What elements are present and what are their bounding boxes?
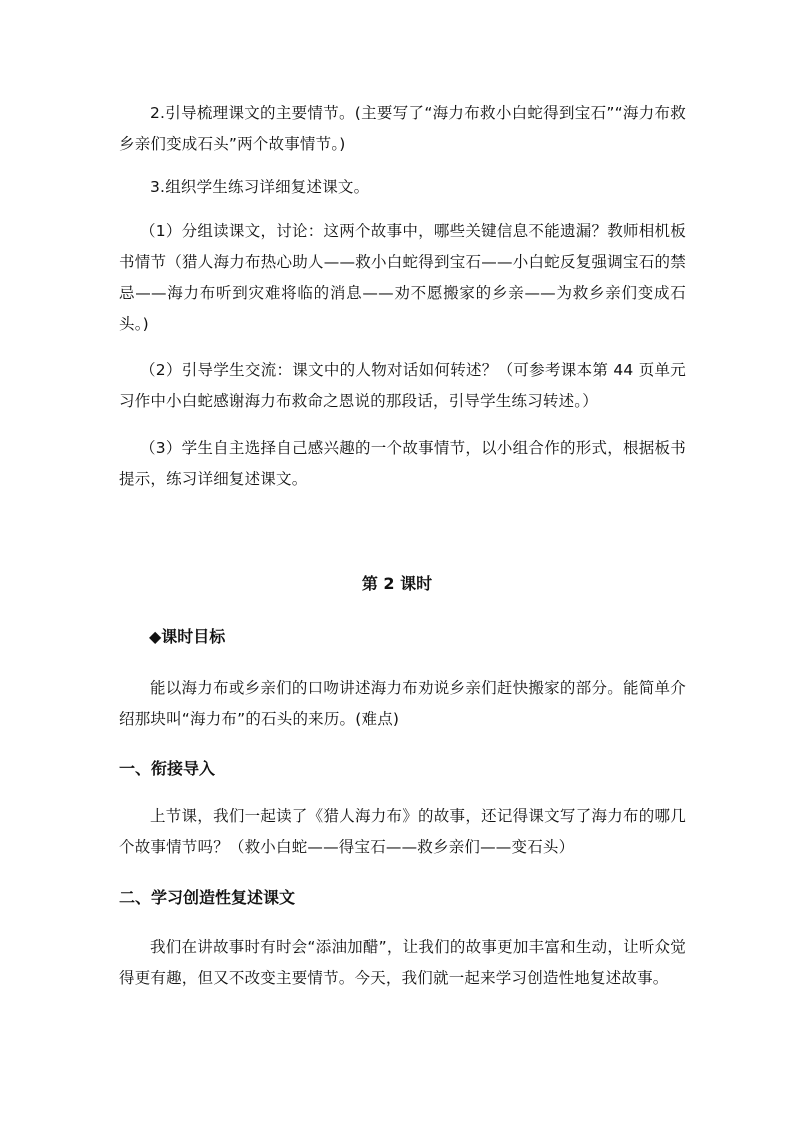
- part-2-text: 我们在讲故事时有时会“添油加醋”，让我们的故事更加丰富和生动，让听众觉得更有趣，但又不改变主要情节。今天，我们就一起来学习创造性地复述故事。: [119, 938, 686, 987]
- sub-step-1-paragraph: （1）分组读课文，讨论：这两个故事中，哪些关键信息不能遗漏？教师相机板书情节（猎人海力布热心助人——救小白蛇得到宝石——小白蛇反复强调宝石的禁忌——海力布听到灾难将临的消息——劝不愿搬家的乡亲——为救乡亲们变成石头。): [119, 222, 686, 333]
- lesson-2-title: 第 2 课时: [361, 574, 433, 593]
- step-3-paragraph: 3.组织学生练习详细复述课文。: [150, 178, 370, 196]
- sub-step-3-paragraph: （3）学生自主选择自己感兴趣的一个故事情节，以小组合作的形式，根据板书提示，练习详细复述课文。: [119, 439, 686, 488]
- sub-step-2-paragraph: （2）引导学生交流：课文中的人物对话如何转述？（可参考课本第 44 页单元习作中小白蛇感谢海力布救命之恩说的那段话，引导学生练习转述。）: [119, 361, 686, 410]
- part-2-heading: 二、学习创造性复述课文: [119, 888, 296, 907]
- step-2-paragraph: 2.引导梳理课文的主要情节。(主要写了“海力布救小白蛇得到宝石”“海力布救乡亲们变成石头”两个故事情节。): [119, 104, 686, 153]
- lesson-objective-text: 能以海力布或乡亲们的口吻讲述海力布劝说乡亲们赶快搬家的部分。能简单介绍那块叫“海力布”的石头的来历。(难点): [119, 679, 686, 728]
- part-1-text: 上节课，我们一起读了《猎人海力布》的故事，还记得课文写了海力布的哪几个故事情节吗？（救小白蛇——得宝石——救乡亲们——变石头）: [119, 807, 686, 856]
- lesson-objective-heading: ◆课时目标: [149, 627, 226, 646]
- part-1-heading: 一、衔接导入: [119, 759, 216, 778]
